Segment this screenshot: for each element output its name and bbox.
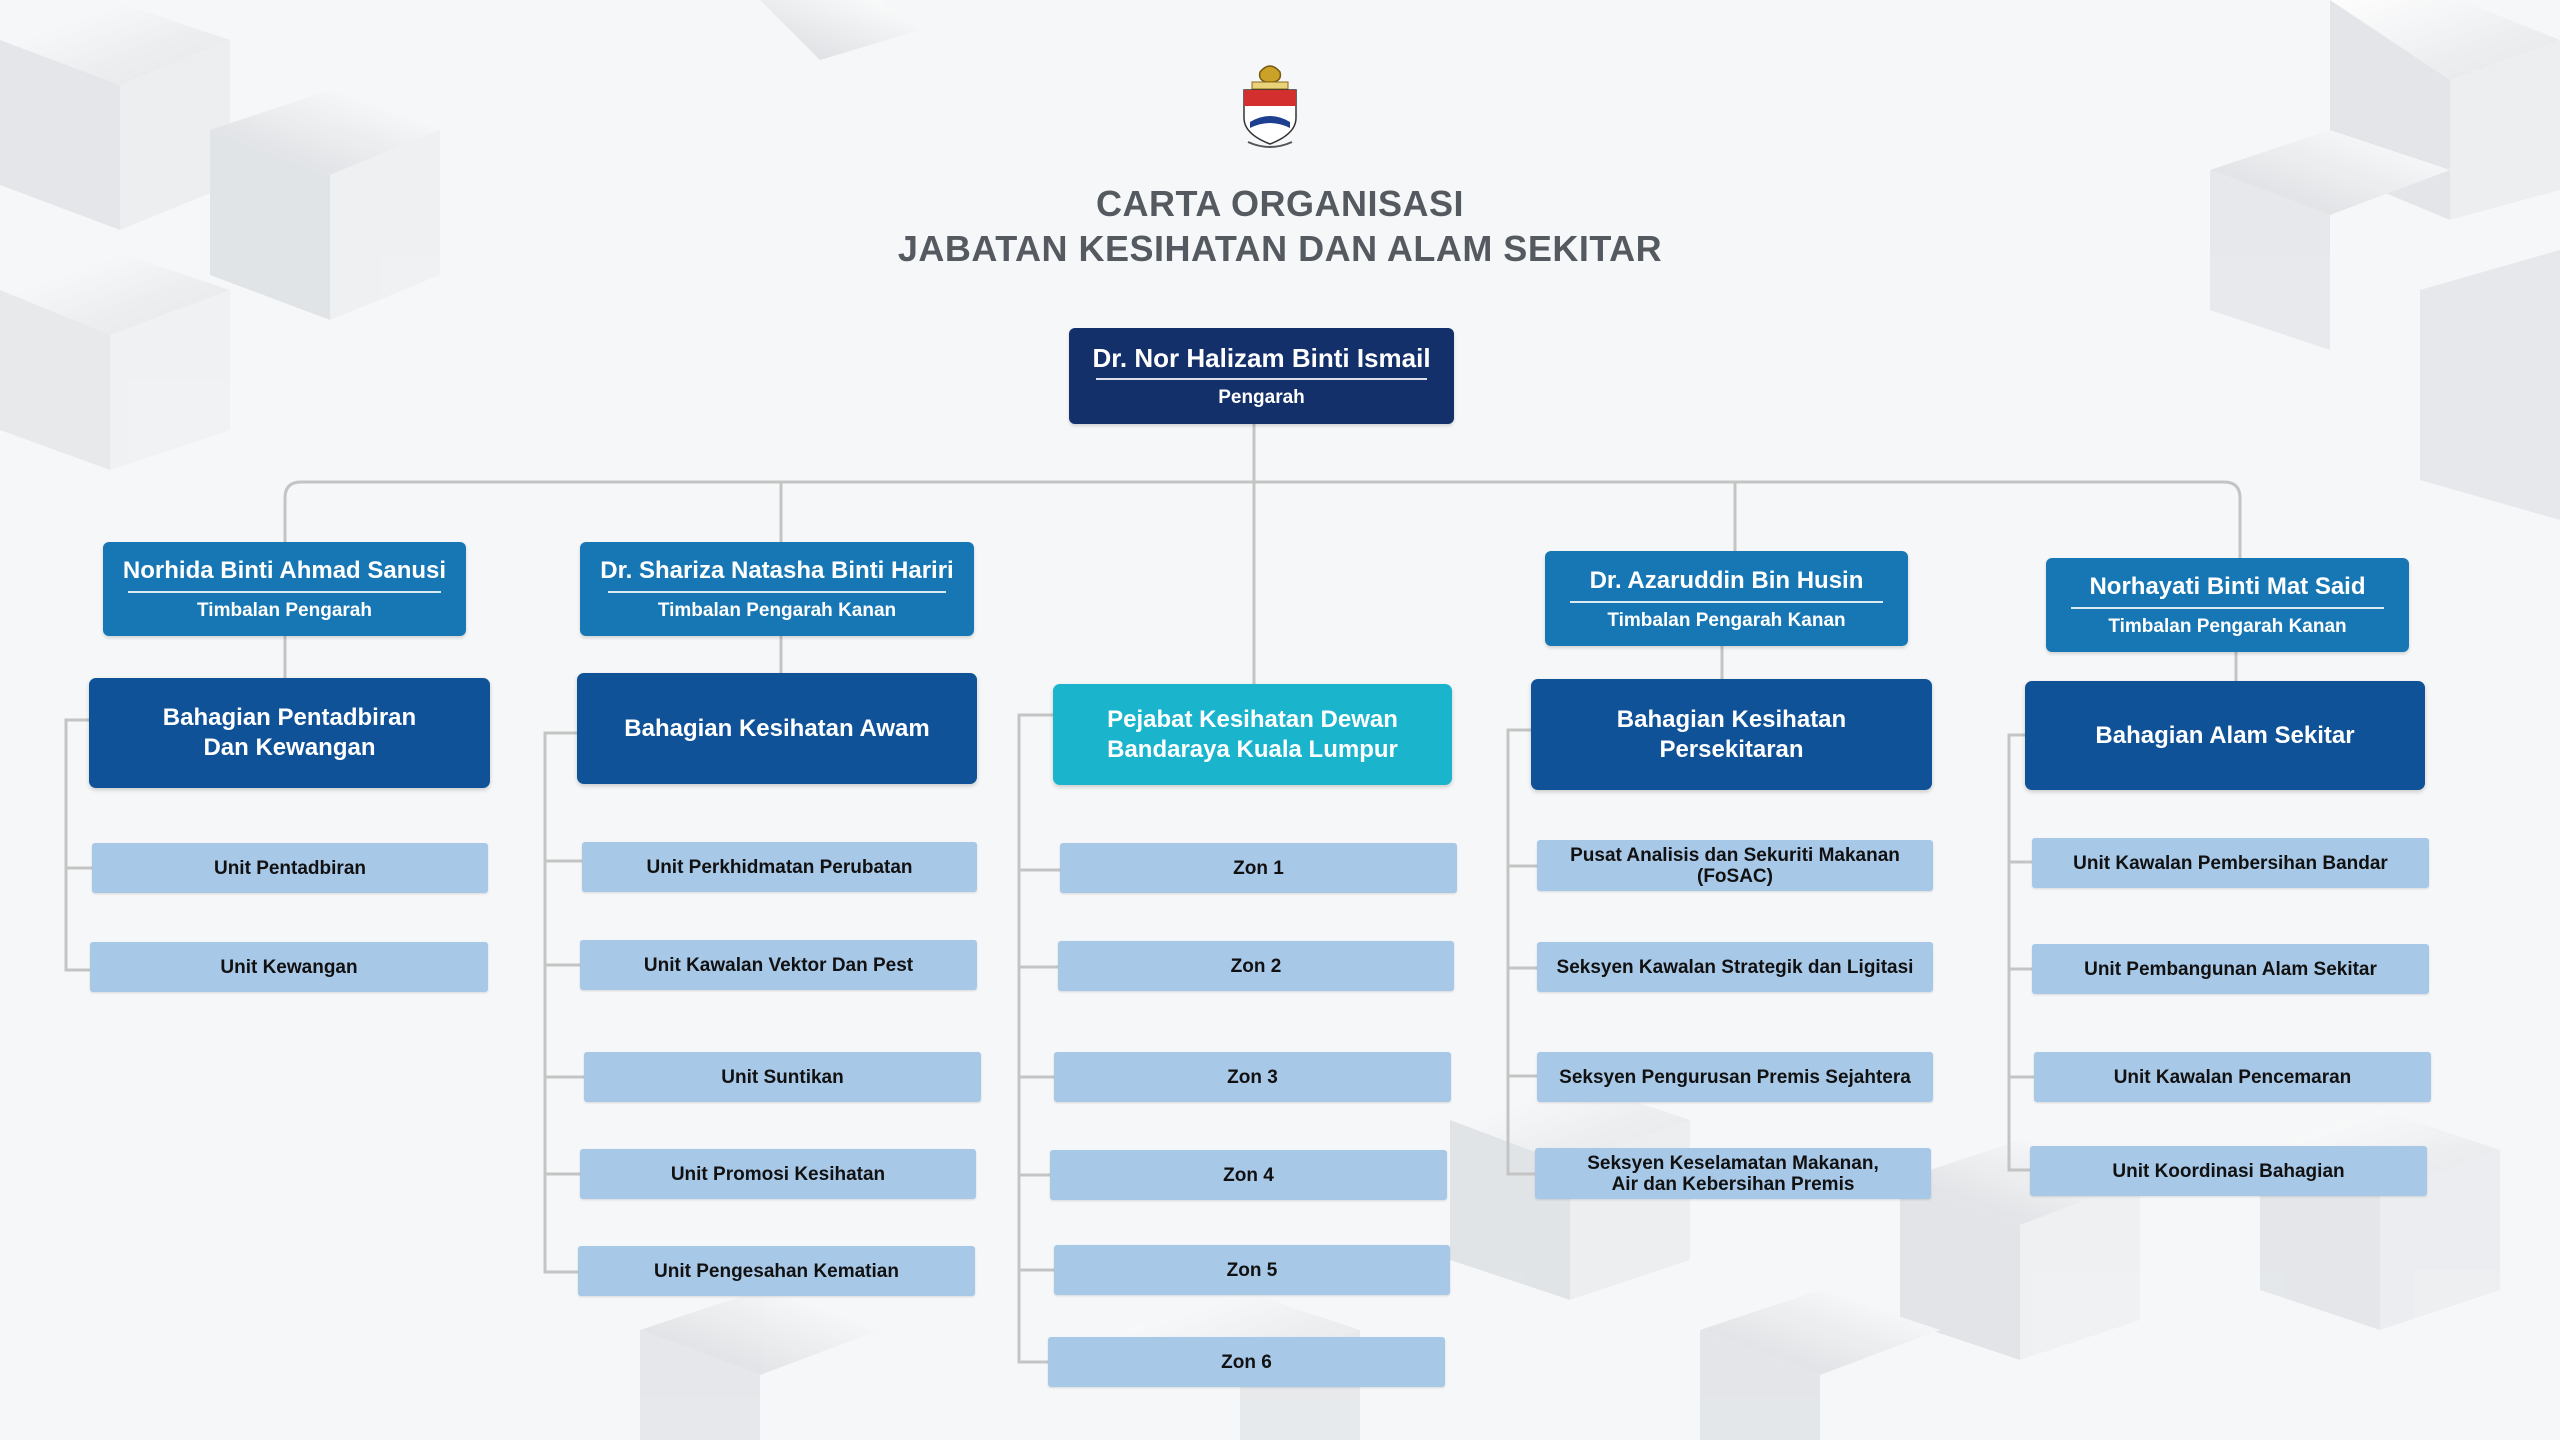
unit-box: Zon 5: [1054, 1245, 1450, 1295]
unit-box: Unit Kawalan Vektor Dan Pest: [580, 940, 977, 990]
deputy-name: Norhayati Binti Mat Said: [2089, 573, 2366, 600]
dbkl-crest-logo: [1230, 62, 1310, 152]
unit-box: Unit Kewangan: [90, 942, 488, 992]
unit-box: Unit Kawalan Pencemaran: [2034, 1052, 2431, 1102]
unit-box: Unit Perkhidmatan Perubatan: [582, 842, 977, 892]
unit-box: Zon 6: [1048, 1337, 1445, 1387]
director-role: Pengarah: [1218, 387, 1305, 408]
director-box: [1069, 328, 1454, 424]
divider: [2071, 607, 2383, 609]
deputy-box-3: [1545, 551, 1908, 646]
unit-box: Zon 4: [1050, 1150, 1447, 1200]
director-name: Dr. Nor Halizam Binti Ismail: [1092, 343, 1431, 373]
deputy-box-4: [2046, 558, 2409, 652]
unit-box: Seksyen Pengurusan Premis Sejahtera: [1537, 1052, 1933, 1102]
deputy-role: Timbalan Pengarah Kanan: [1607, 609, 1846, 631]
unit-box: Unit Promosi Kesihatan: [580, 1149, 976, 1199]
divider: [608, 591, 947, 593]
division-pentadbiran-kewangan: Bahagian Pentadbiran Dan Kewangan: [89, 678, 490, 788]
chart-title-line1: CARTA ORGANISASI: [1096, 183, 1464, 224]
unit-box: Zon 2: [1058, 941, 1454, 991]
divider: [1570, 601, 1882, 603]
division-alam-sekitar: Bahagian Alam Sekitar: [2025, 681, 2425, 790]
unit-box: Zon 1: [1060, 843, 1457, 893]
deputy-box-1: [103, 542, 466, 636]
crest-icon: [1230, 62, 1310, 152]
division-pejabat-kesihatan-dbkl: Pejabat Kesihatan Dewan Bandaraya Kuala Lumpur: [1053, 684, 1452, 785]
unit-box: Unit Pembangunan Alam Sekitar: [2032, 944, 2429, 994]
chart-title-line2: JABATAN KESIHATAN DAN ALAM SEKITAR: [897, 228, 1663, 269]
division-kesihatan-persekitaran: Bahagian Kesihatan Persekitaran: [1531, 679, 1932, 790]
deputy-name: Dr. Shariza Natasha Binti Hariri: [600, 557, 954, 584]
unit-box: Unit Pentadbiran: [92, 843, 488, 893]
deputy-role: Timbalan Pengarah Kanan: [657, 600, 897, 621]
unit-box: Unit Koordinasi Bahagian: [2030, 1146, 2427, 1196]
unit-box: Unit Pengesahan Kematian: [578, 1246, 975, 1296]
unit-box: Seksyen Kawalan Strategik dan Ligitasi: [1537, 942, 1933, 992]
deputy-role: Timbalan Pengarah: [197, 600, 372, 621]
unit-box: Unit Suntikan: [584, 1052, 981, 1102]
divider: [128, 591, 440, 593]
unit-box: Pusat Analisis dan Sekuriti Makanan (FoSAC): [1537, 840, 1933, 891]
deputy-role: Timbalan Pengarah Kanan: [2108, 616, 2347, 637]
divider: [1096, 378, 1427, 380]
deputy-box-2: [580, 542, 974, 636]
deputy-name: Dr. Azaruddin Bin Husin: [1589, 566, 1864, 594]
unit-box: Seksyen Keselamatan Makanan, Air dan Kebersihan Premis: [1535, 1148, 1931, 1199]
unit-box: Unit Kawalan Pembersihan Bandar: [2032, 838, 2429, 888]
division-kesihatan-awam: Bahagian Kesihatan Awam: [577, 673, 977, 784]
deputy-name: Norhida Binti Ahmad Sanusi: [122, 557, 447, 584]
unit-box: Zon 3: [1054, 1052, 1451, 1102]
